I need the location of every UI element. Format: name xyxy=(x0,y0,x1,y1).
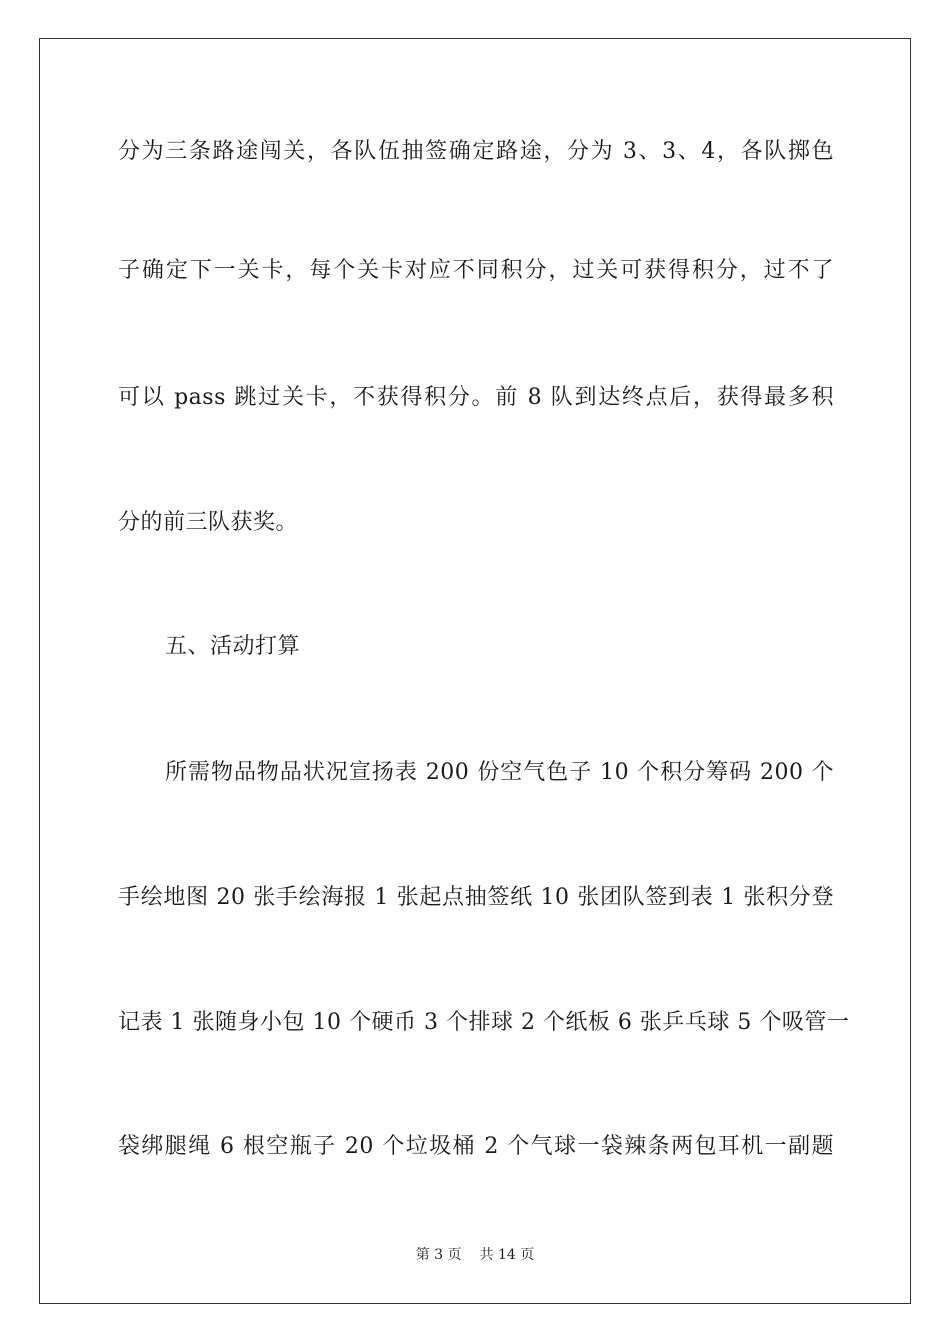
section-line-3: 记表 1 张随身小包 10 个硬币 3 个排球 2 个纸板 6 张乒乓球 5 个吸管一 xyxy=(118,1010,850,1035)
page-border xyxy=(39,38,911,1304)
section-line-2: 手绘地图 20 张手绘海报 1 张起点抽签纸 10 张团队签到表 1 张积分登 xyxy=(118,885,834,910)
body-line-3: 可以 pass 跳过关卡，不获得积分。前 8 队到达终点后，获得最多积 xyxy=(118,385,834,410)
body-line-2: 子确定下一关卡，每个关卡对应不同积分，过关可获得积分，过不了 xyxy=(118,258,834,283)
section-heading: 五、活动打算 xyxy=(165,634,301,659)
section-line-1: 所需物品物品状况宣扬表 200 份空气色子 10 个积分筹码 200 个 xyxy=(165,760,834,785)
page-footer xyxy=(0,1246,950,1264)
page-total: 共 14 页 xyxy=(479,1247,535,1263)
page-number: 第 3 页 xyxy=(415,1247,462,1263)
body-line-1: 分为三条路途闯关，各队伍抽签确定路途，分为 3、3、4，各队掷色 xyxy=(118,139,834,164)
body-line-4: 分的前三队获奖。 xyxy=(118,510,299,535)
section-line-4: 袋绑腿绳 6 根空瓶子 20 个垃圾桶 2 个气球一袋辣条两包耳机一副题 xyxy=(118,1134,834,1159)
